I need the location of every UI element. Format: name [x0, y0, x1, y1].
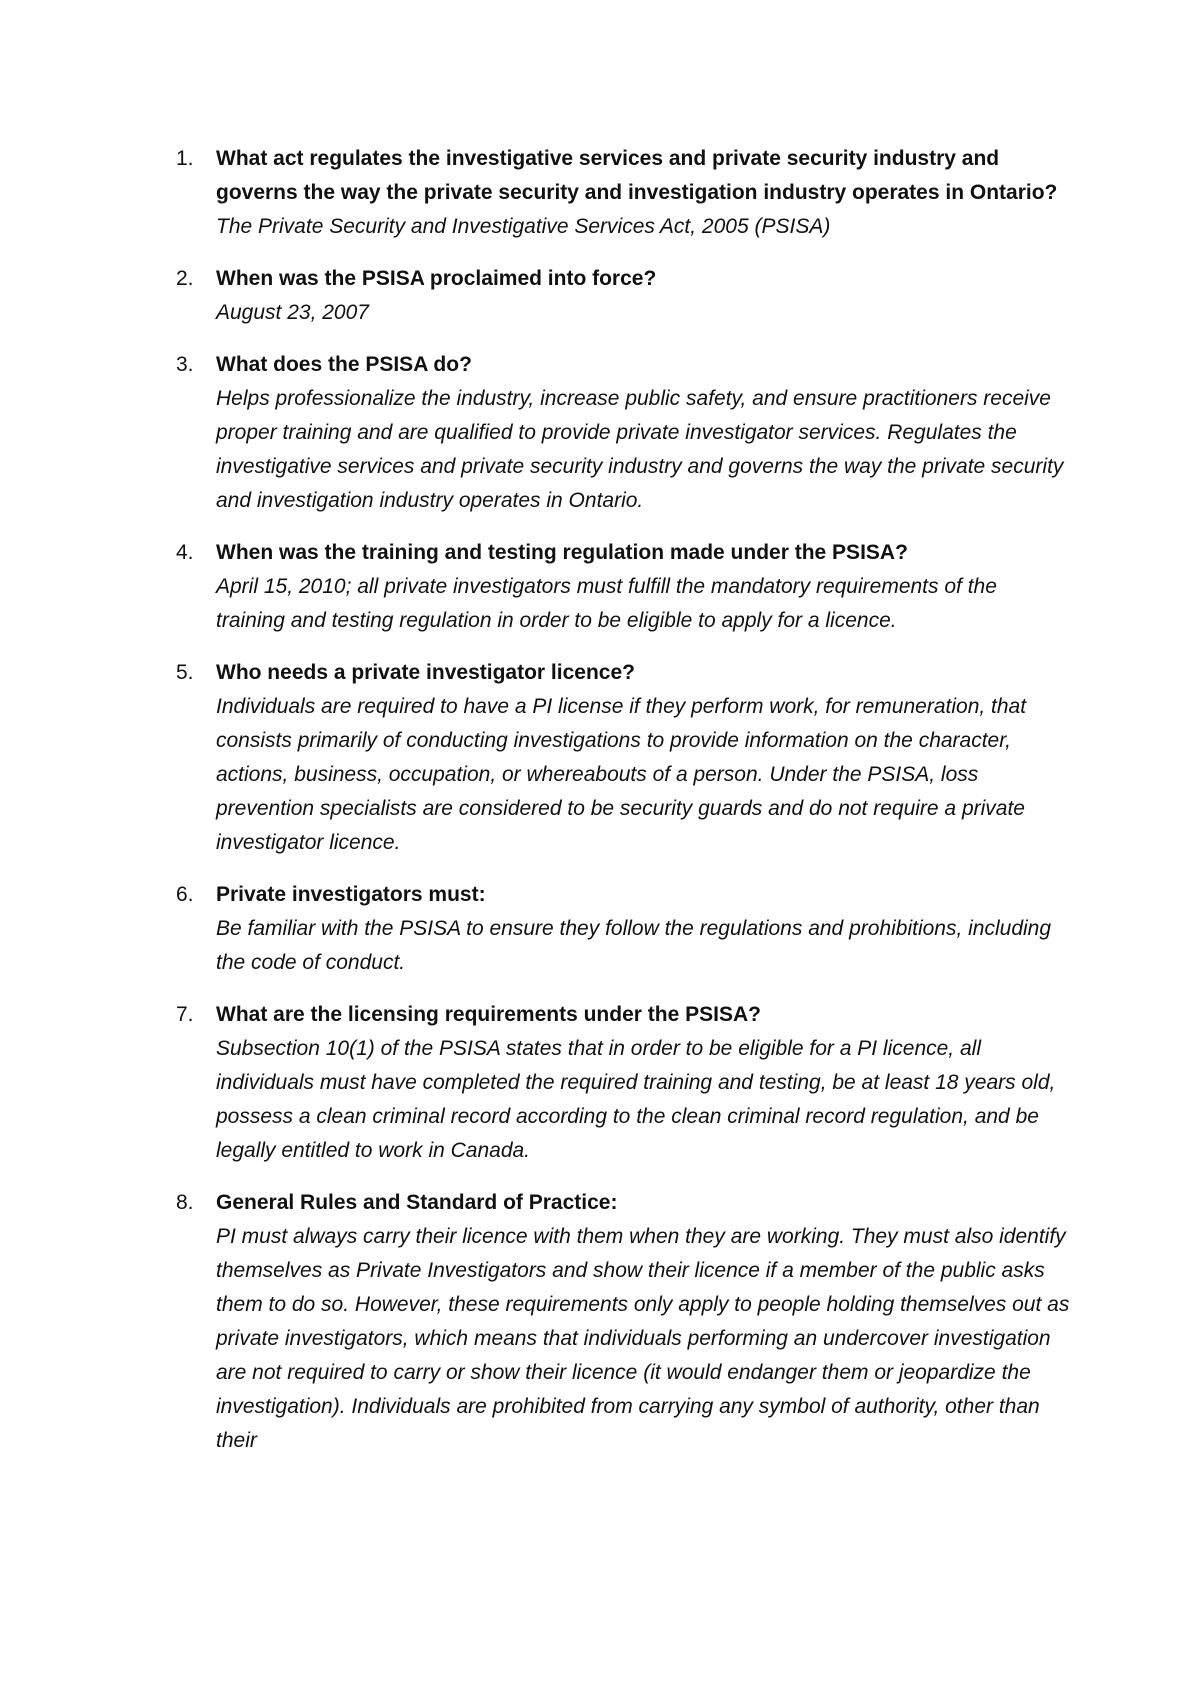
- item-number: 8.: [176, 1191, 194, 1214]
- question-text: Private investigators must:: [216, 883, 486, 906]
- question-text: When was the training and testing regulation made under the PSISA?: [216, 541, 908, 564]
- question-text: What are the licensing requirements under the PSISA?: [216, 1003, 761, 1026]
- item-number: 2.: [176, 267, 194, 290]
- list-item: [0, 262, 1071, 330]
- list-item: [0, 536, 1071, 638]
- answer-text: The Private Security and Investigative Services Act, 2005 (PSISA): [216, 215, 831, 238]
- item-number: 4.: [176, 541, 194, 564]
- answer-text: PI must always carry their licence with them when they are working. They must also identify themselves as Private Investigators and show their licence if a member of the public asks them to do so. However, these requirements only apply to people holding themselves out as private investigators, which means that individuals performing an undercover investigation are not required to carry or show their licence (it would endanger them or jeopardize the investigation). Individuals are prohibited from carrying any symbol of authority, other than their: [216, 1225, 1070, 1452]
- question-text: When was the PSISA proclaimed into force?: [216, 267, 657, 290]
- list-item: [0, 878, 1071, 980]
- list-item: [0, 142, 1071, 244]
- list-item: [0, 348, 1071, 518]
- question-text: What act regulates the investigative services and private security industry and governs the way the private security and investigation industry operates in Ontario?: [216, 147, 1058, 204]
- list-item: [0, 998, 1071, 1168]
- answer-text: Be familiar with the PSISA to ensure they follow the regulations and prohibitions, including the code of conduct.: [216, 917, 1052, 974]
- list-item: [0, 656, 1071, 860]
- list-item: [0, 1186, 1071, 1458]
- question-answer-list: [0, 142, 1191, 1476]
- answer-text: Individuals are required to have a PI license if they perform work, for remuneration, that consists primarily of conducting investigations to provide information on the character, actions, business, occupation, or whereabouts of a person. Under the PSISA, loss prevention specialists are considered to be security guards and do not require a private investigator licence.: [216, 695, 1027, 854]
- item-number: 5.: [176, 661, 194, 684]
- question-text: What does the PSISA do?: [216, 353, 472, 376]
- question-text: General Rules and Standard of Practice:: [216, 1191, 618, 1214]
- item-number: 3.: [176, 353, 194, 376]
- item-number: 7.: [176, 1003, 194, 1026]
- answer-text: Subsection 10(1) of the PSISA states that in order to be eligible for a PI licence, all individuals must have completed the required training and testing, be at least 18 years old, possess a clean criminal record according to the clean criminal record regulation, and be legally entitled to work in Canada.: [216, 1037, 1056, 1162]
- item-number: 1.: [176, 147, 194, 170]
- item-number: 6.: [176, 883, 194, 906]
- answer-text: April 15, 2010; all private investigators must fulfill the mandatory requirements of the training and testing regulation in order to be eligible to apply for a licence.: [216, 575, 997, 632]
- answer-text: Helps professionalize the industry, increase public safety, and ensure practitioners receive proper training and are qualified to provide private investigator services. Regulates the investigative services and private security industry and governs the way the private security and investigation industry operates in Ontario.: [216, 387, 1064, 512]
- answer-text: August 23, 2007: [216, 301, 369, 324]
- question-text: Who needs a private investigator licence?: [216, 661, 635, 684]
